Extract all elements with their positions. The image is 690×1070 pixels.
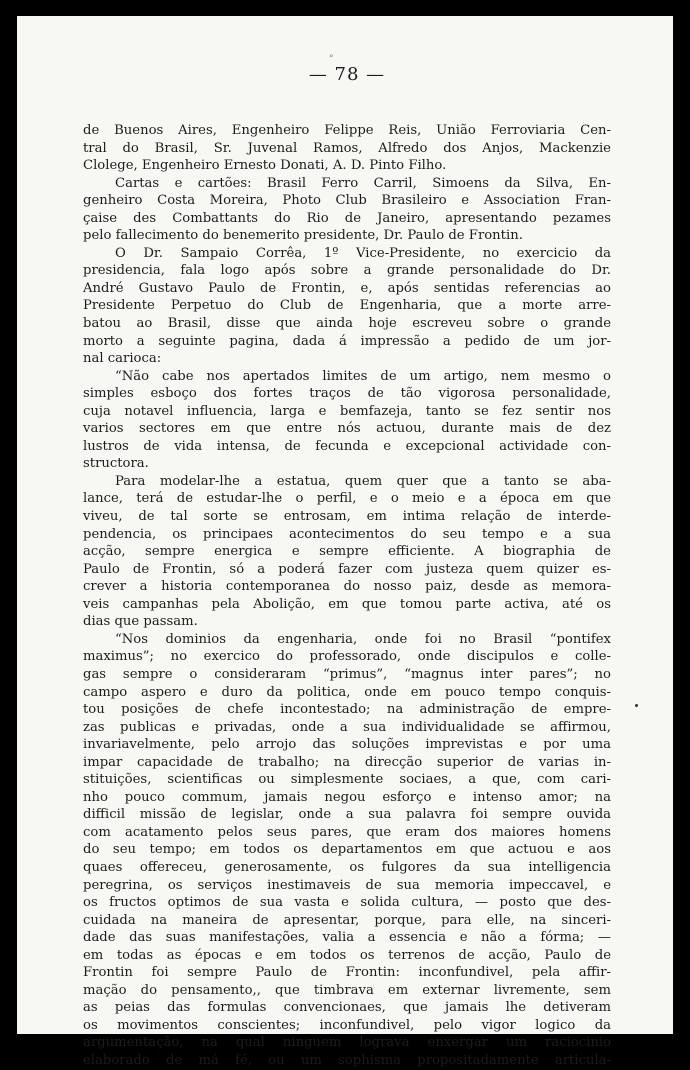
text-line: quaes offereceu, generosamente, os fulgores da sua intelligencia — [83, 859, 611, 875]
margin-speck — [635, 704, 638, 707]
text-line: cuja notavel influencia, larga e bemfazeja, tanto se fez sentir nos — [83, 403, 611, 419]
text-line: morto a seguinte pagina, dada á impressão a pedido de um jor- — [83, 333, 611, 349]
text-line: invariavelmente, pelo arrojo das soluções imprevistas e por uma — [83, 737, 611, 753]
text-line: em todas as épocas e em todos os terrenos de acção, Paulo de — [83, 947, 611, 963]
text-line: com acatamento pelos seus pares, que eram dos maiores homens — [83, 824, 611, 840]
text-line: zas publicas e privadas, onde a sua individualidade se affirmou, — [83, 719, 611, 735]
text-line: maximus”; no exercico do professorado, onde discipulos e colle- — [83, 649, 611, 665]
text-line: pelo fallecimento do benemerito presidente, Dr. Paulo de Frontin. — [83, 228, 523, 244]
text-line: os fructos optimos de sua vasta e solida cultura, — posto que des- — [83, 895, 611, 911]
text-line: tral do Brasil, Sr. Juvenal Ramos, Alfredo dos Anjos, Mackenzie — [83, 140, 611, 156]
text-line: elaborado de má fé, ou um sophisma propositadamente articula- — [83, 1052, 611, 1068]
text-line: Clolege, Engenheiro Ernesto Donati, A. D. Pinto Filho. — [83, 158, 447, 174]
text-line: impar capacidade de trabalho; na direcção superior de varias in- — [83, 754, 611, 770]
text-line: Cartas e cartões: Brasil Ferro Carril, Simoens da Silva, En- — [115, 175, 611, 191]
text-line: Paulo de Frontin, só a poderá fazer com justeza quem quizer es- — [83, 561, 611, 577]
text-line: çaise des Combattants do Rio de Janeiro, apresentando pezames — [83, 210, 611, 226]
text-line: Frontin foi sempre Paulo de Frontin: inconfundivel, pela affir- — [83, 965, 611, 981]
text-line: do seu tempo; em todos os departamentos em que actuou e aos — [83, 842, 611, 858]
text-line: dade das suas manifestações, valia a essencia e não a fórma; — — [83, 930, 611, 946]
text-line: stituições, scientificas ou simplesmente sociaes, a que, com cari- — [83, 772, 611, 788]
text-line: argumentação, na qual ninguem lograva enxergar um raciocinio — [83, 1035, 611, 1051]
text-line: genheiro Costa Moreira, Photo Club Brasileiro e Association Fran- — [83, 193, 611, 209]
text-line: as peias das formulas convencionaes, que jamais lhe detiveram — [83, 1000, 611, 1016]
text-line: lustros de vida intensa, de fecunda e excepcional actividade con- — [83, 438, 611, 454]
text-line: de Buenos Aires, Engenheiro Felippe Reis, União Ferroviaria Cen- — [83, 123, 611, 138]
top-mark: ° — [329, 54, 334, 64]
text-line: Para modelar-lhe a estatua, quem quer que a tanto se aba- — [115, 473, 611, 489]
text-line: difficil missão de legislar, onde a sua palavra foi sempre ouvida — [83, 807, 611, 823]
text-line: dias que passam. — [83, 614, 198, 630]
text-line: os movimentos conscientes; inconfundivel, pelo vigor logico da — [83, 1017, 611, 1033]
text-line: presidencia, fala logo após sobre a grande personalidade do Dr. — [83, 263, 611, 279]
text-line: simples esboço dos fortes traços de tão vigorosa personalidade, — [83, 386, 611, 402]
text-line: nal carioca: — [83, 351, 162, 367]
text-line: gas sempre o consideraram “primus”, “magnus inter pares”; no — [83, 666, 611, 682]
text-line: campo aspero e duro da politica, onde em pouco tempo conquis- — [83, 684, 611, 700]
text-line: tou posições de chefe incontestado; na administração de empre- — [83, 702, 611, 718]
text-line: cuidada na maneira de apresentar, porque, para elle, na sinceri- — [83, 912, 611, 928]
text-line: “Não cabe nos apertados limites de um artigo, nem mesmo o — [115, 368, 611, 384]
page-number: — 78 — — [308, 64, 386, 85]
text-line: pendencia, os principaes acontecimentos do seu tempo e a sua — [83, 526, 611, 542]
text-line: peregrina, os serviços inestimaveis de sua memoria impeccavel, e — [83, 877, 611, 893]
document-page — [17, 16, 673, 1068]
text-line: mação do pensamento,, que timbrava em externar livremente, sem — [83, 982, 611, 998]
text-line: acção, sempre energica e sempre efficiente. A biographia de — [83, 544, 611, 560]
text-body — [83, 122, 611, 1070]
text-line: O Dr. Sampaio Corrêa, 1º Vice-Presidente, no exercicio da — [115, 245, 611, 261]
text-line: varios sectores em que entre nós actuou, durante mais de dez — [83, 421, 611, 437]
text-line: crever a historia contemporanea do nosso paiz, desde as memora- — [83, 579, 611, 595]
text-line: lance, terá de estudar-lhe o perfil, e o meio e a época em que — [83, 491, 611, 507]
text-line: batou ao Brasil, disse que ainda hoje escreveu sobre o grande — [83, 316, 611, 332]
text-line: Presidente Perpetuo do Club de Engenharia, que a morte arre- — [83, 298, 611, 314]
page-content — [83, 64, 611, 1070]
text-line: nho pouco commum, jamais negou esforço e intenso amor; na — [83, 789, 611, 805]
text-line: structora. — [83, 456, 149, 472]
text-line: André Gustavo Paulo de Frontin, e, após sentidas referencias ao — [83, 280, 611, 296]
text-line: veis campanhas pela Abolição, em que tomou parte activa, até os — [83, 596, 611, 612]
text-line: “Nos dominios da engenharia, onde foi no Brasil “pontifex — [115, 631, 611, 647]
text-line: viveu, de tal sorte se entrosam, em intima relação de interde- — [83, 509, 611, 525]
